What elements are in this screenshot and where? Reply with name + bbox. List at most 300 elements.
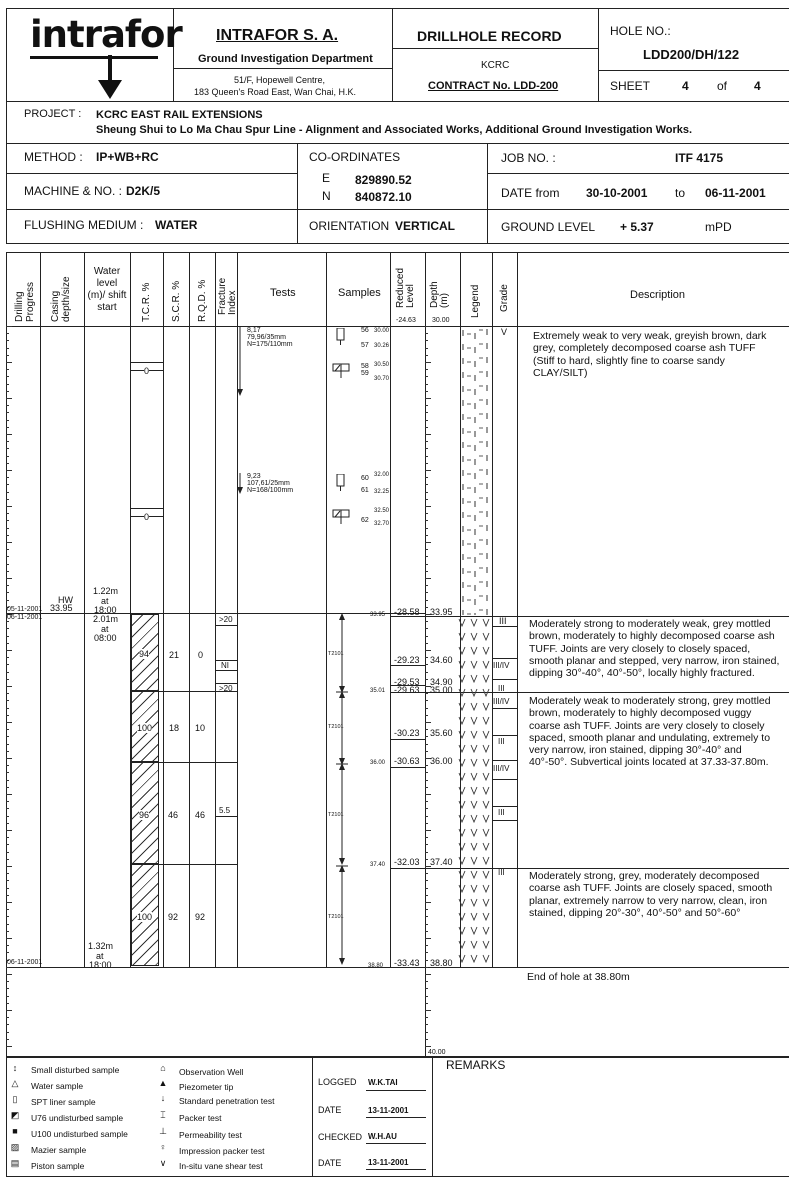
depth-tick	[6, 355, 9, 356]
water-sample-icon: △	[11, 1078, 19, 1088]
impression-packer-icon: ♀	[159, 1142, 167, 1152]
sample-depth-3501: 35.01	[370, 688, 386, 694]
water-level-1-time: 18:00	[94, 605, 117, 615]
coordinates-label: CO-ORDINATES	[309, 150, 401, 164]
sample-62-depth: 32.70	[374, 521, 390, 527]
depth-tick	[425, 823, 428, 824]
water-level-1-at: at	[101, 596, 109, 606]
fracture-index-1: >20	[219, 615, 233, 624]
legend-rock-pattern	[457, 616, 493, 968]
description-stratum-3: Moderately weak to moderately strong, grey mottled brown, moderately to highly decomposed vuggy coarse ash TUFF. Joints are very closely to closely spaced, smooth planar and undulating, extremely to very narrow, iron stained, dipping 30°-40° and 40°-50°. Subvertical joints located at 37.33-37.80m.	[529, 695, 771, 769]
sample-57-depth: 30.26	[374, 343, 390, 349]
depth-tick	[425, 996, 428, 997]
depth-tick	[425, 1003, 428, 1004]
orientation-label: ORIENTATION	[309, 219, 390, 233]
depth-tick	[425, 981, 428, 982]
depth-tick	[425, 427, 428, 428]
depth-tick	[425, 700, 428, 701]
sample-59: 59	[361, 370, 369, 377]
start-depth: 30.00	[432, 317, 450, 324]
date-to: 06-11-2001	[705, 186, 766, 200]
spt-arrow-icon-2	[237, 473, 243, 495]
core-sample-label-3: T2101	[328, 812, 344, 818]
small-disturbed-sample-icon: ↕	[12, 1063, 18, 1073]
depth-tick	[425, 801, 428, 802]
depth-tick	[6, 499, 9, 500]
depth-tick	[6, 772, 9, 773]
depth-tick	[425, 643, 428, 644]
depth-tick	[6, 780, 9, 781]
depth-tick	[6, 556, 9, 557]
depth-tick	[6, 398, 12, 399]
logo-underline	[30, 56, 158, 59]
spt-1-detail: 79,96/35mm	[247, 334, 286, 341]
depth-tick	[6, 974, 12, 975]
northing-label: N	[322, 189, 331, 203]
spt-2-blows: 9,23	[247, 473, 261, 480]
reduced-level-7: -32.03	[394, 857, 420, 867]
depth-tick	[6, 672, 9, 673]
depth-tick	[425, 384, 428, 385]
key-spt-liner: SPT liner sample	[31, 1097, 96, 1107]
tcr-run-3: 94	[139, 649, 150, 659]
tcr-run-1: 0	[144, 366, 150, 376]
depth-tick	[6, 744, 9, 745]
depth-tick	[6, 348, 9, 349]
rqd-run-5: 46	[195, 810, 206, 820]
depth-6: 36.00	[430, 756, 453, 766]
depth-tick	[425, 780, 428, 781]
depth-tick	[6, 1010, 12, 1011]
depth-tick	[6, 931, 9, 932]
northing-value: 840872.10	[355, 190, 412, 204]
scr-run-5: 46	[168, 810, 179, 820]
vane-shear-icon: ∨	[159, 1158, 167, 1168]
key-spt: Standard penetration test	[179, 1096, 275, 1106]
sample-60: 60	[361, 475, 369, 482]
depth-tick	[425, 636, 428, 637]
depth-tick	[6, 909, 9, 910]
key-water-sample: Water sample	[31, 1081, 84, 1091]
sample-61-depth: 32.25	[374, 489, 390, 495]
depth-tick	[425, 477, 428, 478]
depth-tick	[6, 376, 9, 377]
depth-tick	[6, 463, 9, 464]
key-impression-packer: Impression packer test	[179, 1146, 265, 1156]
job-label: JOB NO. :	[501, 151, 556, 165]
depth-tick	[425, 1046, 431, 1047]
col-grade: Grade	[499, 284, 510, 312]
depth-tick	[425, 715, 428, 716]
depth-tick	[6, 369, 9, 370]
core-sample-label-4: T2101	[328, 914, 344, 920]
depth-tick	[6, 484, 9, 485]
depth-tick	[425, 744, 428, 745]
depth-tick	[6, 506, 12, 507]
depth-8: 38.80	[430, 958, 453, 968]
sample-depth-3740: 37.40	[370, 862, 386, 868]
key-vane-shear: In-situ vane shear test	[179, 1161, 263, 1171]
easting-label: E	[322, 171, 331, 185]
depth-tick	[6, 578, 12, 579]
sample-depth-3880: 38.80	[368, 963, 384, 969]
depth-tick	[425, 938, 431, 939]
tcr-run-5: 96	[139, 810, 150, 820]
col-rqd: R.Q.D. %	[197, 279, 208, 322]
depth-tick	[425, 520, 428, 521]
core-sample-label-2: T2101	[328, 724, 344, 730]
depth-tick	[425, 708, 428, 709]
key-mazier: Mazier sample	[31, 1145, 87, 1155]
sample-depth-3395: 33.95	[370, 612, 386, 618]
depth-tick	[425, 412, 428, 413]
depth-tick	[425, 974, 431, 975]
depth-tick	[425, 571, 428, 572]
grade-4: III	[498, 684, 505, 693]
key-small-disturbed: Small disturbed sample	[31, 1065, 120, 1075]
depth-tick	[425, 888, 428, 889]
depth-tick	[6, 542, 12, 543]
depth-tick	[6, 456, 9, 457]
rqd-run-6: 92	[195, 912, 206, 922]
depth-tick	[425, 1024, 428, 1025]
depth-tick	[425, 542, 431, 543]
depth-1: 33.95	[430, 607, 453, 617]
record-title: DRILLHOLE RECORD	[417, 28, 562, 44]
depth-tick	[6, 441, 9, 442]
depth-tick	[6, 722, 12, 723]
company-logo: intrafor	[30, 13, 182, 56]
reduced-level-3: -29.53	[394, 677, 420, 687]
sample-58-depth: 30.50	[374, 362, 390, 368]
depth-4: 35.00	[430, 685, 453, 695]
depth-tick	[6, 1024, 9, 1025]
description-stratum-4: Moderately strong, grey, moderately decomposed coarse ash TUFF. Joints are closely spaced, smooth planar, extremely narrow to very narrow, clean, iron stained, dipping 20°-30°, 40°-50° and 50°-60°	[529, 870, 773, 919]
depth-tick	[6, 664, 9, 665]
depth-tick	[425, 369, 428, 370]
depth-tick	[6, 636, 9, 637]
reduced-level-2: -29.23	[394, 655, 420, 665]
key-piezometer: Piezometer tip	[179, 1082, 234, 1092]
col-reduced-level: Reduced Level	[395, 267, 416, 308]
tcr-run-4: 100	[137, 723, 153, 733]
depth-tick	[425, 765, 428, 766]
col-scr: S.C.R. %	[171, 280, 182, 322]
mazier-sample-icon	[332, 363, 350, 379]
depth-tick	[6, 405, 9, 406]
depth-tick	[6, 420, 9, 421]
hole-label: HOLE NO.:	[610, 24, 671, 38]
depth-tick	[6, 391, 9, 392]
depth-tick	[6, 1039, 9, 1040]
depth-tick	[6, 1046, 12, 1047]
description-stratum-1: Extremely weak to very weak, greyish brown, dark grey, completely decomposed coarse ash TUFF (Stiff to hard, slightly fine to coarse sandy CLAY/SILT)	[533, 330, 767, 379]
depth-tick	[425, 470, 431, 471]
depth-tick	[6, 758, 12, 759]
depth-tick	[425, 585, 428, 586]
depth-tick	[425, 441, 428, 442]
depth-tick	[6, 513, 9, 514]
depth-tick	[6, 600, 9, 601]
sample-61: 61	[361, 487, 369, 494]
hole-number: LDD200/DH/122	[643, 47, 740, 62]
col-description: Description	[630, 289, 686, 301]
depth-tick	[425, 729, 428, 730]
depth-tick	[425, 844, 428, 845]
tcr-run-2: 0	[144, 512, 150, 522]
depth-tick	[6, 708, 9, 709]
depth-tick	[425, 499, 428, 500]
project-detail: Sheung Shui to Lo Ma Chau Spur Line - Alignment and Associated Works, Additional Ground Investigation Works.	[96, 124, 693, 136]
machine-value: D2K/5	[126, 184, 161, 198]
date-from: 30-10-2001	[586, 186, 648, 200]
depth-tick	[425, 880, 428, 881]
depth-tick	[425, 506, 431, 507]
col-tcr: T.C.R. %	[141, 282, 152, 322]
depth-tick	[6, 945, 9, 946]
depth-tick	[6, 492, 9, 493]
company-department: Ground Investigation Department	[198, 53, 373, 65]
depth-tick	[425, 657, 428, 658]
depth-tick	[6, 520, 9, 521]
logged-by: W.K.TAI	[368, 1078, 398, 1087]
ground-level-label: GROUND LEVEL	[501, 220, 596, 234]
date-to-label: to	[675, 186, 686, 200]
logo-arrow-icon	[95, 55, 125, 100]
depth-tick	[6, 549, 9, 550]
key-observation-well: Observation Well	[179, 1067, 244, 1077]
depth-tick	[425, 902, 431, 903]
depth-tick	[6, 326, 12, 327]
depth-tick	[6, 434, 12, 435]
flushing-value: WATER	[155, 218, 198, 232]
depth-tick	[6, 765, 9, 766]
remarks-label: REMARKS	[446, 1058, 506, 1072]
depth-ticks-left	[6, 326, 12, 1056]
progress-date-2: 06-11-2001	[7, 614, 43, 621]
depth-tick	[425, 736, 428, 737]
water-level-2-at: at	[101, 624, 109, 634]
piezometer-tip-icon: ▲	[158, 1078, 168, 1088]
depth-tick	[6, 938, 12, 939]
depth-tick	[6, 916, 9, 917]
depth-end: 40.00	[428, 1049, 446, 1056]
depth-tick	[6, 693, 9, 694]
col-depth: Depth (m)	[429, 281, 450, 308]
depth-tick	[6, 844, 9, 845]
depth-tick	[425, 549, 428, 550]
depth-tick	[6, 628, 9, 629]
reduced-level-6: -30.63	[394, 756, 420, 766]
depth-tick	[425, 967, 428, 968]
depth-tick	[425, 787, 428, 788]
depth-tick	[6, 873, 9, 874]
depth-tick	[425, 592, 428, 593]
sample-62: 62	[361, 517, 369, 524]
water-level-2-value: 2.01m	[93, 614, 119, 624]
logged-date-label: DATE	[318, 1105, 342, 1115]
depth-tick	[425, 931, 428, 932]
u76-sample-icon: ◩	[10, 1110, 20, 1120]
logged-label: LOGGED	[318, 1077, 357, 1087]
depth-tick	[425, 326, 431, 327]
sample-60-depth: 32.00	[374, 472, 390, 478]
depth-tick	[6, 823, 9, 824]
depth-tick	[6, 528, 9, 529]
depth-tick	[6, 830, 12, 831]
rqd-run-4: 10	[195, 723, 206, 733]
project-label: PROJECT :	[24, 108, 82, 120]
sheet-number: 4	[682, 79, 689, 93]
depth-tick	[425, 434, 431, 435]
spt-liner-icon: ▯	[12, 1094, 18, 1104]
depth-tick	[425, 348, 428, 349]
progress-date-1: 05-11-2001	[7, 606, 43, 613]
depth-tick	[425, 391, 428, 392]
depth-tick	[425, 405, 428, 406]
sample-56-depth: 30.00	[374, 328, 390, 334]
depth-tick	[6, 801, 9, 802]
depth-tick	[425, 873, 428, 874]
scr-run-4: 18	[169, 723, 180, 733]
depth-tick	[6, 729, 9, 730]
depth-tick	[425, 794, 431, 795]
grade-2: III	[499, 616, 507, 626]
date-from-label: DATE from	[501, 186, 560, 200]
col-tests: Tests	[270, 287, 296, 299]
depth-tick	[6, 837, 9, 838]
col-casing: Casing depth/size	[50, 276, 72, 322]
spt-2-detail: 107,61/25mm	[247, 480, 290, 487]
packer-test-icon: ⌶	[160, 1110, 166, 1120]
depth-tick	[425, 535, 428, 536]
depth-tick	[6, 859, 9, 860]
depth-tick	[6, 477, 9, 478]
depth-tick	[425, 456, 428, 457]
water-level-2-time: 08:00	[94, 633, 117, 643]
depth-tick	[425, 909, 428, 910]
spt-1-blows: 8,17	[247, 327, 261, 334]
depth-tick	[6, 736, 9, 737]
depth-tick	[425, 376, 428, 377]
depth-tick	[6, 981, 9, 982]
mazier-sample-key-icon: ▨	[10, 1142, 20, 1152]
company-name: INTRAFOR S. A.	[216, 27, 339, 44]
depth-tick	[425, 333, 428, 334]
depth-tick	[6, 362, 12, 363]
sample-57: 57	[361, 342, 369, 349]
water-level-3-time: 18:00	[89, 960, 112, 970]
company-address-1: 51/F, Hopewell Centre,	[234, 75, 326, 85]
depth-tick	[6, 592, 9, 593]
depth-tick	[6, 1032, 9, 1033]
reduced-level-1: -28.58	[394, 607, 420, 617]
mazier-sample-icon-2	[332, 509, 350, 525]
depth-tick	[6, 535, 9, 536]
grade-6: III	[498, 737, 505, 746]
depth-tick	[6, 808, 9, 809]
depth-tick	[425, 722, 431, 723]
observation-well-icon: ⌂	[160, 1063, 166, 1073]
depth-tick	[425, 960, 428, 961]
spt-liner-sample-icon	[336, 328, 346, 346]
company-address-2: 183 Queen's Road East, Wan Chai, H.K.	[194, 87, 356, 97]
depth-tick	[6, 988, 9, 989]
depth-tick	[425, 895, 428, 896]
depth-tick	[6, 643, 9, 644]
spt-1-n-value: N=175/110mm	[247, 341, 293, 348]
depth-tick	[425, 751, 428, 752]
casing-size: HW	[58, 595, 73, 605]
depth-tick	[425, 830, 431, 831]
water-level-3-at: at	[96, 951, 104, 961]
depth-tick	[425, 600, 428, 601]
depth-tick	[6, 816, 9, 817]
depth-tick	[425, 513, 428, 514]
key-packer: Packer test	[179, 1113, 222, 1123]
depth-tick	[425, 988, 428, 989]
sample-depth-3600: 36.00	[370, 760, 386, 766]
depth-tick	[6, 880, 9, 881]
depth-tick	[425, 362, 431, 363]
depth-tick	[6, 657, 9, 658]
ground-level-value: + 5.37	[620, 220, 654, 234]
depth-tick	[425, 628, 428, 629]
depth-tick	[425, 772, 428, 773]
depth-tick	[425, 556, 428, 557]
depth-tick	[6, 448, 9, 449]
grade-9: III	[498, 868, 505, 877]
depth-tick	[6, 996, 9, 997]
depth-tick	[6, 751, 9, 752]
depth-tick	[425, 672, 428, 673]
col-samples: Samples	[338, 287, 381, 299]
sheet-label: SHEET	[610, 79, 651, 93]
method-label: METHOD :	[24, 150, 83, 164]
grade-7: III/IV	[493, 764, 510, 773]
logged-date: 13-11-2001	[368, 1106, 409, 1115]
depth-tick	[425, 945, 428, 946]
grade-1: V	[501, 327, 508, 337]
sheet-total: 4	[754, 79, 761, 93]
flushing-label: FLUSHING MEDIUM :	[24, 218, 144, 232]
casing-depth: 33.95	[50, 603, 73, 613]
checked-date: 13-11-2001	[368, 1158, 409, 1167]
easting-value: 829890.52	[355, 173, 412, 187]
depth-tick	[425, 607, 428, 608]
start-reduced-level: -24.63	[396, 317, 416, 324]
depth-tick	[425, 340, 428, 341]
depth-tick	[6, 412, 9, 413]
machine-label: MACHINE & NO. :	[24, 184, 123, 198]
depth-tick	[6, 333, 9, 334]
depth-5: 35.60	[430, 728, 453, 738]
depth-tick	[425, 1039, 428, 1040]
depth-tick	[425, 448, 428, 449]
depth-tick	[425, 650, 431, 651]
col-water-level: Water level (m)/ shift start	[87, 266, 127, 313]
fracture-index-3: >20	[219, 684, 233, 693]
scr-run-3: 21	[169, 650, 180, 660]
depth-tick	[425, 808, 428, 809]
depth-tick	[425, 528, 428, 529]
depth-tick	[6, 924, 9, 925]
depth-tick	[425, 420, 428, 421]
checked-label: CHECKED	[318, 1132, 363, 1142]
record-client: KCRC	[481, 60, 510, 71]
orientation-value: VERTICAL	[395, 219, 455, 233]
depth-tick	[6, 470, 12, 471]
